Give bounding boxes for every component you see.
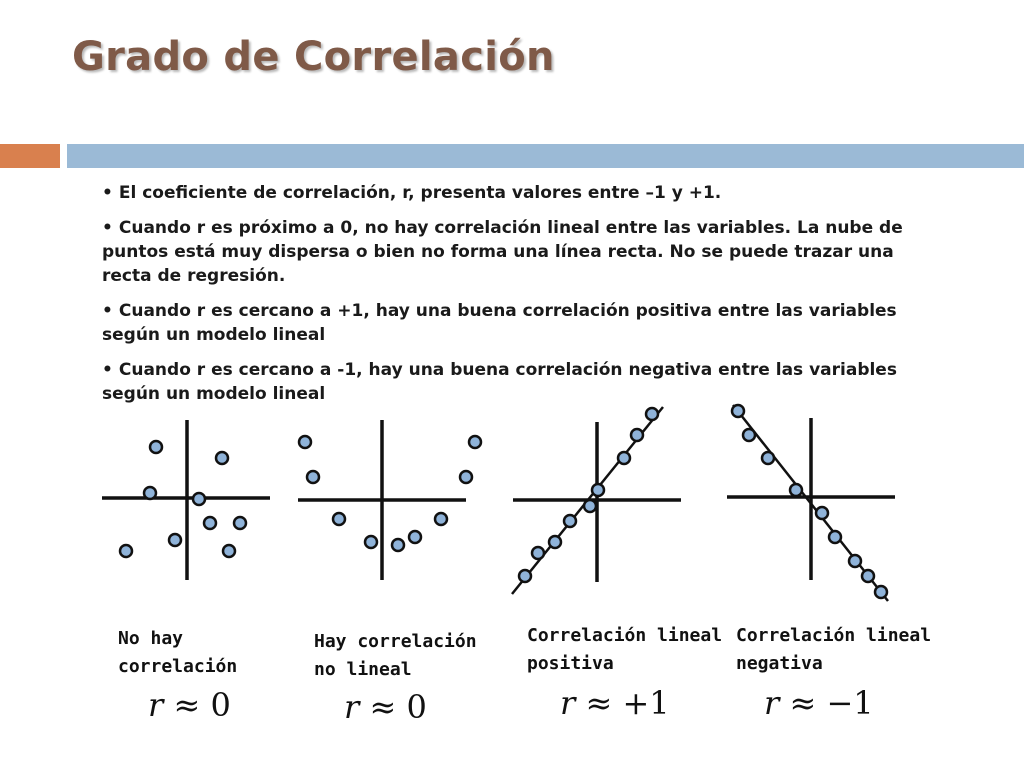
approx-symbol: ≈ bbox=[369, 688, 397, 726]
bullet-text: Cuando r es cercano a -1, hay una buena correlación negativa entre las variables según un modelo lineal bbox=[102, 360, 897, 404]
data-point bbox=[519, 570, 531, 582]
points-positive bbox=[519, 408, 658, 582]
r-formula bbox=[560, 684, 670, 722]
data-point bbox=[144, 487, 156, 499]
bullet-text: El coeficiente de correlación, r, presenta valores entre –1 y +1. bbox=[118, 183, 722, 203]
scatter-panel-non-linear bbox=[298, 420, 466, 580]
data-point bbox=[392, 539, 404, 551]
r-value: +1 bbox=[622, 684, 670, 722]
bullet-dot-icon: • bbox=[102, 183, 113, 203]
data-point bbox=[435, 513, 447, 525]
approx-symbol: ≈ bbox=[173, 686, 201, 724]
data-point bbox=[120, 545, 132, 557]
approx-symbol: ≈ bbox=[789, 684, 817, 722]
data-point bbox=[307, 471, 319, 483]
data-point bbox=[862, 570, 874, 582]
data-point bbox=[409, 531, 421, 543]
data-point bbox=[234, 517, 246, 529]
data-point bbox=[469, 436, 481, 448]
data-point bbox=[223, 545, 235, 557]
data-point bbox=[816, 507, 828, 519]
bullet-text: Cuando r es cercano a +1, hay una buena correlación positiva entre las variables según un modelo lineal bbox=[102, 301, 897, 345]
data-point bbox=[532, 547, 544, 559]
r-value: 0 bbox=[406, 688, 427, 726]
r-value: −1 bbox=[826, 684, 874, 722]
data-point bbox=[150, 441, 162, 453]
data-point bbox=[732, 405, 744, 417]
data-point bbox=[584, 500, 596, 512]
data-point bbox=[762, 452, 774, 464]
data-point bbox=[169, 534, 181, 546]
slide-title: Grado de Correlación bbox=[72, 34, 555, 80]
points-non-linear bbox=[299, 436, 481, 551]
data-point bbox=[216, 452, 228, 464]
data-point bbox=[631, 429, 643, 441]
data-point bbox=[549, 536, 561, 548]
r-symbol: r bbox=[148, 686, 164, 724]
data-point bbox=[564, 515, 576, 527]
data-point bbox=[193, 493, 205, 505]
caption-positive: Correlación lineal positiva bbox=[527, 625, 723, 674]
data-point bbox=[299, 436, 311, 448]
r-formula bbox=[344, 688, 427, 726]
bullet-dot-icon: • bbox=[102, 360, 113, 380]
caption-negative: Correlación lineal negativa bbox=[736, 625, 932, 674]
r-value: 0 bbox=[210, 686, 231, 724]
r-symbol: r bbox=[344, 688, 360, 726]
data-point bbox=[333, 513, 345, 525]
data-point bbox=[204, 517, 216, 529]
bullet-dot-icon: • bbox=[102, 218, 113, 238]
caption-no-correlation: No hay correlación bbox=[118, 628, 238, 677]
r-formula bbox=[764, 684, 874, 722]
r-symbol: r bbox=[560, 684, 576, 722]
data-point bbox=[849, 555, 861, 567]
data-point bbox=[743, 429, 755, 441]
data-point bbox=[875, 586, 887, 598]
approx-symbol: ≈ bbox=[585, 684, 613, 722]
data-point bbox=[790, 484, 802, 496]
data-point bbox=[618, 452, 630, 464]
data-point bbox=[646, 408, 658, 420]
caption-non-linear: Hay correlación no lineal bbox=[314, 631, 477, 680]
data-point bbox=[460, 471, 472, 483]
data-point bbox=[365, 536, 377, 548]
bullet-dot-icon: • bbox=[102, 301, 113, 321]
scatter-panel-positive bbox=[512, 407, 681, 594]
data-point bbox=[829, 531, 841, 543]
r-formula bbox=[148, 686, 231, 724]
data-point bbox=[592, 484, 604, 496]
bullet-text: Cuando r es próximo a 0, no hay correlación lineal entre las variables. La nube de puntos está muy dispersa o bien no forma una línea recta. No se puede trazar una recta de regresión. bbox=[102, 218, 903, 286]
r-symbol: r bbox=[764, 684, 780, 722]
